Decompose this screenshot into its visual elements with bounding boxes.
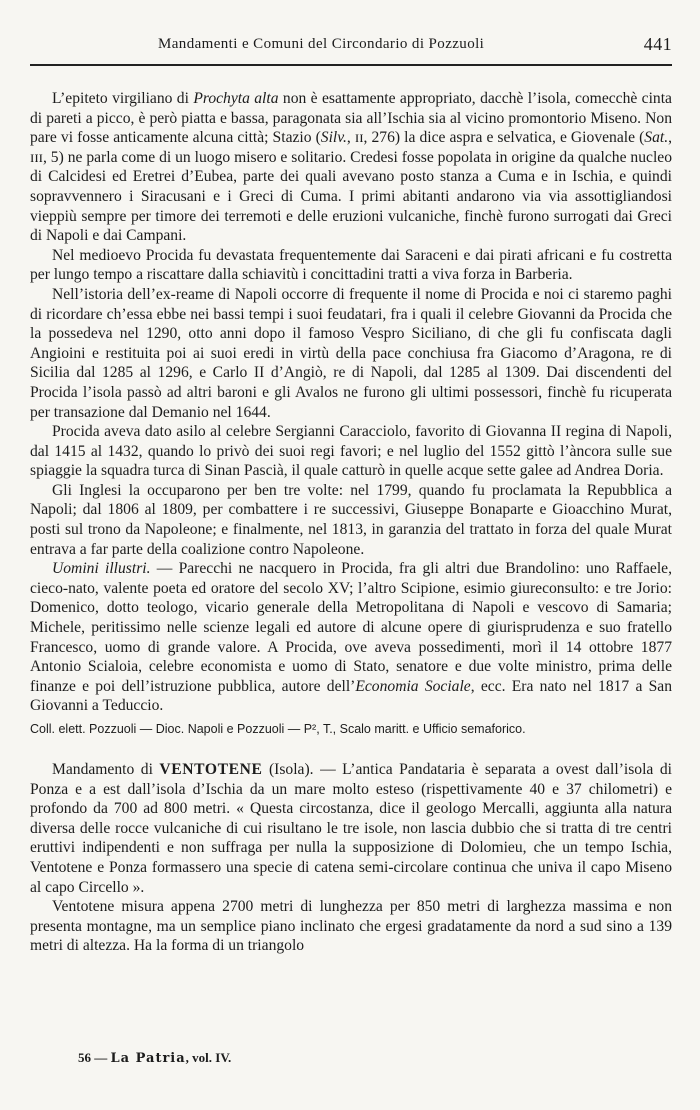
paragraph-ventotene-size: Ventotene misura appena 2700 metri di lunghezza per 850 metri di larghezza massima e non presenta montagne, ma un semplice piano inclinato che ergesi gradatamente da nord a sud sino a 139 metri di altezza. Ha la forma di un triangolo [30, 898, 672, 955]
page-number: 441 [643, 34, 672, 54]
paragraph-epithet: L’epiteto virgiliano di Prochyta alta non è esattamente appropriato, dacchè l’isola, comecchè cinta di pareti a picco, è però piatta e bassa, paragonata sia all’Ischia sia al vicino promontorio Miseno. Non pare vi fosse anticamente alcuna città; Stazio (Silv., ɪɪ, 276) la dice aspra e selvatica, e Giovenale (Sat., ɪɪɪ, 5) ne parla come di un luogo misero e solitario. Credesi fosse popolata in origine da qualche nucleo di Calcidesi ed Eretrei d’Eubea, parte dei quali avevano posto stanza a Cuma e in Ischia, e quindi sopravvennero i Siracusani e i Greci di Cuma. I primi abitanti andarono via via assottigliandosi vieppiù sempre per timore dei terremoti e delle eruzioni vulcaniche, finchè furono surrogati dai Greci di Napoli e dai Campani. [30, 90, 672, 245]
paragraph-asilo: Procida aveva dato asilo al celebre Sergianni Caracciolo, favorito di Giovanna II regina di Napoli, dal 1415 al 1432, quando lo privò dei suoi regi favori; e nel luglio del 1552 gittò l’àncora sulle sue spiaggie la squadra turca di Sinan Pascià, il quale catturò in quelle acque sette galee ad Andrea Doria. [30, 423, 672, 480]
header-rule [30, 64, 672, 66]
administrative-note: Coll. elett. Pozzuoli — Dioc. Napoli e Pozzuoli — P², T., Scalo maritt. e Ufficio semaforico. [30, 722, 526, 736]
running-header [30, 36, 672, 60]
section-heading-ventotene: VENTOTENE [159, 761, 263, 778]
paragraph-istoria: Nell’istoria dell’ex-reame di Napoli occorre di frequente il nome di Procida e noi ci staremo paghi di ricordare ch’essa ebbe nei bassi tempi i suoi feudatari, fra i quali il celebre Giovanni da Procida che la possedeva nel 1290, otto anni dopo il famoso Vespro Siciliano, di che gli fu confiscata dagli Angioini e restituita poi ai suoi eredi in virtù della pace conchiusa fra Giacomo d’Aragona, re di Sicilia dal 1285 al 1296, e Carlo II d’Angiò, re di Napoli, dal 1285 al 1309. Dai discendenti del Procida l’isola passò ad altri baroni e gli Avalos ne furono gli ultimi possessori, finchè fu ricuperata per transazione dal Demanio nel 1644. [30, 285, 672, 421]
publication-title: La Patria [110, 1051, 186, 1066]
paragraph-inglesi: Gli Inglesi la occuparono per ben tre volte: nel 1799, quando fu proclamata la Repubblica a Napoli; dal 1806 al 1809, per combattere i re successivi, Giuseppe Bonaparte e Gioacchino Murat, posti sul trono da Napoleone; e finalmente, nel 1813, in garanzia del trattato in forza del quale Murat entrava a far parte della coalizione contro Napoleone. [30, 481, 672, 558]
signature-footer: 56 — La Patria, vol. IV. [78, 1050, 232, 1066]
header-title: Mandamenti e Comuni del Circondario di Pozzuoli [158, 36, 485, 52]
paragraph-uomini-illustri: Uomini illustri. — Parecchi ne nacquero in Procida, fra gli altri due Brandolino: uno Raffaele, cieco-nato, valente poeta ed oratore del secolo XV; l’altro Scipione, esimio giureconsulto: e tre Jorio: Domenico, dotto teologo, vicario generale della Metropolitana di Napoli e vescovo di Samaria; Michele, peritissimo nelle scienze legali ed autore di alcune opere di giurisprudenza e suo fratello Francesco, uomo di grande valore. A Procida, ove aveva possedimenti, morì il 14 ottobre 1877 Antonio Scialoia, celebre economista e uomo di Stato, senatore e due volte ministro, prima delle finanze e poi dell’istruzione pubblica, autore dell’Economia Sociale, ecc. Era nato nel 1817 a San Giovanni a Teduccio. [30, 560, 672, 715]
paragraph-medioevo: Nel medioevo Procida fu devastata frequentemente dai Saraceni e dai pirati africani e fu costretta per lungo tempo a riscattare dalla schiavitù i concittadini tratti a viva forza in Barberia. [30, 246, 672, 284]
paragraph-ventotene: Mandamento di VENTOTENE (Isola). — L’antica Pandataria è separata a ovest dall’isola di Ponza e a est dall’isola d’Ischia da un mare molto esteso (rispettivamente 40 e 37 chilometri) e profondo da 700 ad 800 metri. « Questa circostanza, dice il geologo Mercalli, aggiunta alla natura diversa delle rocce vulcaniche di cui risultano le tre isole, non lascia dubbio che si tratta di tre centri eruttivi indipendenti e non suffraga per nulla la supposizione di Dolomieu, che un tempo Ischia, Ventotene e Ponza formassero una specie di catena semi-circolare continua che univa il capo Miseno al capo Circello ». [30, 761, 672, 896]
main-text [30, 89, 672, 956]
